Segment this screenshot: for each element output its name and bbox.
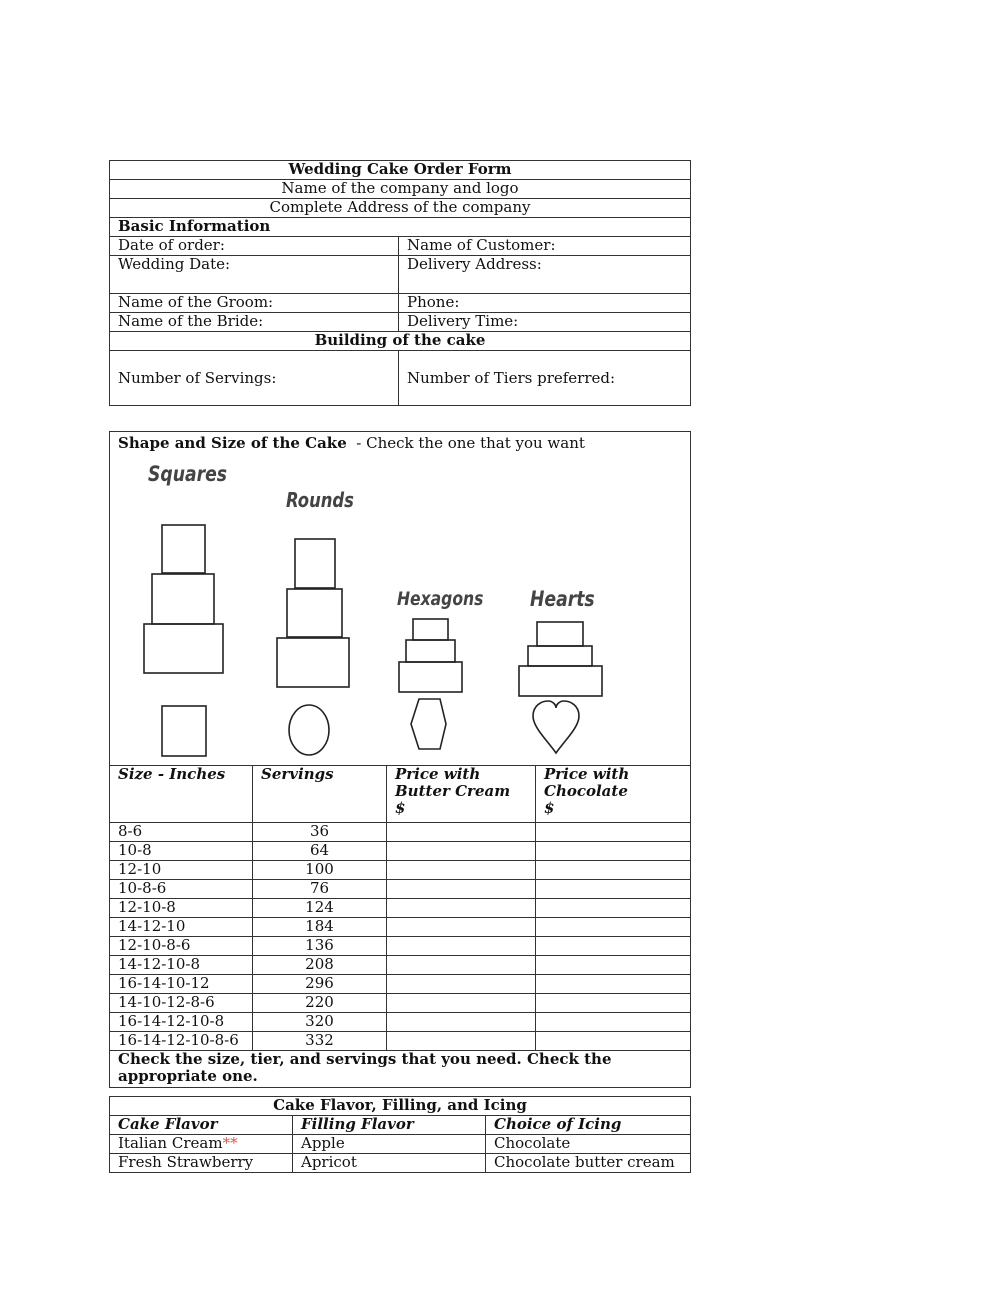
square-tier-cake-icon [144, 525, 223, 673]
size-cell: 10-8 [110, 842, 253, 861]
building-heading: Building of the cake [110, 332, 691, 351]
butter-cream-price-cell[interactable] [387, 899, 536, 918]
shape-title-bold: Shape and Size of the Cake [118, 434, 347, 452]
size-cell: 12-10 [110, 861, 253, 880]
rounds-label: Rounds [286, 488, 354, 512]
size-cell: 8-6 [110, 823, 253, 842]
size-row [110, 861, 691, 880]
size-price-table [109, 765, 691, 1088]
size-row [110, 842, 691, 861]
hexagons-label: Hexagons [397, 588, 484, 610]
chocolate-price-cell[interactable] [536, 861, 691, 880]
butter-cream-price-cell[interactable] [387, 975, 536, 994]
flavor-table [109, 1096, 691, 1173]
cake-shapes-drawing [110, 432, 690, 766]
chocolate-price-cell[interactable] [536, 937, 691, 956]
form-title: Wedding Cake Order Form [110, 161, 691, 180]
hexagon-shape-icon [411, 699, 446, 749]
date-of-order-field[interactable]: Date of order: [110, 237, 399, 256]
size-cell: 14-12-10 [110, 918, 253, 937]
filling-flavor-header: Filling Flavor [293, 1116, 486, 1135]
chocolate-price-cell[interactable] [536, 823, 691, 842]
butter-cream-price-cell[interactable] [387, 842, 536, 861]
groom-name-field[interactable]: Name of the Groom: [110, 294, 399, 313]
servings-cell: 296 [253, 975, 387, 994]
delivery-time-field[interactable]: Delivery Time: [399, 313, 691, 332]
size-row [110, 1013, 691, 1032]
round-tier-cake-icon [277, 539, 349, 687]
size-cell: 14-12-10-8 [110, 956, 253, 975]
servings-cell: 184 [253, 918, 387, 937]
size-cell: 16-14-12-10-8 [110, 1013, 253, 1032]
company-address: Complete Address of the company [110, 199, 691, 218]
servings-cell: 136 [253, 937, 387, 956]
butter-cream-price-cell[interactable] [387, 823, 536, 842]
wedding-date-field[interactable]: Wedding Date: [110, 256, 399, 294]
servings-cell: 124 [253, 899, 387, 918]
size-row [110, 975, 691, 994]
heart-tier-cake-icon [519, 622, 602, 696]
chocolate-price-cell[interactable] [536, 956, 691, 975]
butter-cream-price-cell[interactable] [387, 880, 536, 899]
flavor-row [110, 1135, 691, 1154]
size-row [110, 918, 691, 937]
butter-cream-price-cell[interactable] [387, 994, 536, 1013]
butter-cream-price-cell[interactable] [387, 1032, 536, 1051]
chocolate-price-cell[interactable] [536, 1013, 691, 1032]
square-shape-icon [162, 706, 206, 756]
bride-name-field[interactable]: Name of the Bride: [110, 313, 399, 332]
filling-flavor-option[interactable]: Apple [293, 1135, 486, 1154]
cake-flavor-option[interactable]: Italian Cream** [110, 1135, 293, 1154]
footnote-mark: ** [222, 1134, 238, 1152]
chocolate-price-header: Price with Chocolate $ [536, 766, 691, 823]
chocolate-price-cell[interactable] [536, 842, 691, 861]
size-header: Size - Inches [110, 766, 253, 823]
chocolate-price-cell[interactable] [536, 994, 691, 1013]
basic-info-table [109, 160, 691, 406]
servings-cell: 208 [253, 956, 387, 975]
heart-shape-icon [533, 701, 579, 753]
butter-cream-price-cell[interactable] [387, 1013, 536, 1032]
servings-cell: 36 [253, 823, 387, 842]
hexagon-tier-cake-icon [399, 619, 462, 692]
size-cell: 12-10-8 [110, 899, 253, 918]
butter-cream-price-cell[interactable] [387, 956, 536, 975]
size-row [110, 823, 691, 842]
cake-flavor-option[interactable]: Fresh Strawberry [110, 1154, 293, 1173]
butter-cream-price-cell[interactable] [387, 861, 536, 880]
chocolate-price-cell[interactable] [536, 918, 691, 937]
size-row [110, 880, 691, 899]
shape-title-rest: - Check the one that you want [346, 434, 585, 452]
basic-info-heading: Basic Information [110, 218, 691, 237]
chocolate-price-cell[interactable] [536, 1032, 691, 1051]
size-row [110, 1032, 691, 1051]
shape-section [109, 431, 691, 766]
icing-header: Choice of Icing [486, 1116, 691, 1135]
chocolate-price-cell[interactable] [536, 899, 691, 918]
icing-option[interactable]: Chocolate butter cream [486, 1154, 691, 1173]
servings-cell: 332 [253, 1032, 387, 1051]
servings-cell: 100 [253, 861, 387, 880]
cake-flavor-header: Cake Flavor [110, 1116, 293, 1135]
servings-cell: 320 [253, 1013, 387, 1032]
company-name: Name of the company and logo [110, 180, 691, 199]
size-row [110, 956, 691, 975]
butter-cream-price-cell[interactable] [387, 937, 536, 956]
size-cell: 16-14-12-10-8-6 [110, 1032, 253, 1051]
servings-cell: 64 [253, 842, 387, 861]
size-row [110, 937, 691, 956]
chocolate-price-cell[interactable] [536, 975, 691, 994]
servings-field[interactable]: Number of Servings: [110, 351, 399, 406]
size-note: Check the size, tier, and servings that you need. Check the appropriate one. [110, 1051, 691, 1088]
size-cell: 12-10-8-6 [110, 937, 253, 956]
size-cell: 10-8-6 [110, 880, 253, 899]
size-row [110, 899, 691, 918]
filling-flavor-option[interactable]: Apricot [293, 1154, 486, 1173]
flavor-row [110, 1154, 691, 1173]
round-shape-icon [289, 705, 329, 755]
chocolate-price-cell[interactable] [536, 880, 691, 899]
hearts-label: Hearts [530, 587, 595, 611]
icing-option[interactable]: Chocolate [486, 1135, 691, 1154]
servings-cell: 76 [253, 880, 387, 899]
squares-label: Squares [148, 462, 228, 486]
customer-name-field[interactable]: Name of Customer: [399, 237, 691, 256]
delivery-address-field[interactable]: Delivery Address: [399, 256, 691, 294]
size-row [110, 994, 691, 1013]
size-cell: 16-14-10-12 [110, 975, 253, 994]
servings-header: Servings [253, 766, 387, 823]
phone-field[interactable]: Phone: [399, 294, 691, 313]
flavor-heading: Cake Flavor, Filling, and Icing [110, 1097, 691, 1116]
butter-cream-price-cell[interactable] [387, 918, 536, 937]
tiers-field[interactable]: Number of Tiers preferred: [399, 351, 691, 406]
size-cell: 14-10-12-8-6 [110, 994, 253, 1013]
butter-cream-price-header: Price with Butter Cream $ [387, 766, 536, 823]
servings-cell: 220 [253, 994, 387, 1013]
